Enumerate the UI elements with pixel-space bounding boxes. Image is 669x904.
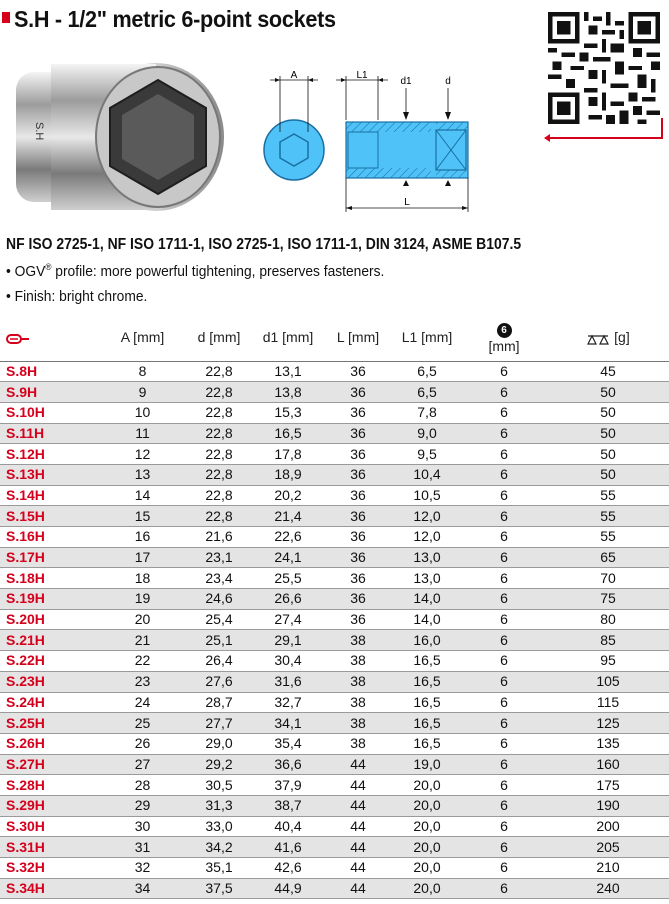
cell-d: 23,1 — [185, 547, 253, 568]
cell-d1: 41,6 — [253, 837, 323, 858]
cell-d: 22,8 — [185, 402, 253, 423]
col-drive — [461, 314, 547, 361]
cell-d: 34,2 — [185, 837, 253, 858]
cell-a: 23 — [100, 671, 185, 692]
cell-a: 18 — [100, 568, 185, 589]
cell-weight: 160 — [547, 754, 669, 775]
cell-l: 38 — [323, 692, 393, 713]
technical-drawing — [256, 66, 476, 216]
table-row — [0, 692, 669, 713]
cell-d: 21,6 — [185, 527, 253, 548]
cell-l1: 16,5 — [393, 651, 461, 672]
svg-text:S.H: S.H — [33, 122, 45, 141]
cell-l1: 10,4 — [393, 464, 461, 485]
cell-reference[interactable]: S.25H — [0, 713, 100, 734]
cell-d1: 44,9 — [253, 878, 323, 899]
cell-reference[interactable]: S.9H — [0, 382, 100, 403]
cell-a: 19 — [100, 589, 185, 610]
cell-reference[interactable]: S.14H — [0, 485, 100, 506]
cell-d1: 29,1 — [253, 630, 323, 651]
cell-a: 32 — [100, 858, 185, 879]
cell-l1: 16,5 — [393, 733, 461, 754]
page-title: S.H - 1/2" metric 6-point sockets — [14, 5, 336, 32]
cell-l1: 20,0 — [393, 775, 461, 796]
cell-drive: 6 — [461, 858, 547, 879]
table-row — [0, 609, 669, 630]
cell-reference[interactable]: S.16H — [0, 527, 100, 548]
cell-l: 36 — [323, 568, 393, 589]
table-row — [0, 589, 669, 610]
cell-d1: 13,8 — [253, 382, 323, 403]
table-row — [0, 527, 669, 548]
cell-a: 31 — [100, 837, 185, 858]
cell-l: 44 — [323, 795, 393, 816]
cell-l: 38 — [323, 713, 393, 734]
cell-l1: 13,0 — [393, 568, 461, 589]
table-row — [0, 775, 669, 796]
cell-a: 21 — [100, 630, 185, 651]
cell-weight: 175 — [547, 775, 669, 796]
cell-weight: 65 — [547, 547, 669, 568]
cell-drive: 6 — [461, 651, 547, 672]
cell-d: 35,1 — [185, 858, 253, 879]
table-row — [0, 671, 669, 692]
table-row — [0, 568, 669, 589]
cell-weight: 55 — [547, 485, 669, 506]
cell-l: 36 — [323, 382, 393, 403]
cell-weight: 80 — [547, 609, 669, 630]
cell-a: 28 — [100, 775, 185, 796]
cell-weight: 75 — [547, 589, 669, 610]
cell-a: 20 — [100, 609, 185, 630]
table-row — [0, 795, 669, 816]
cell-l1: 9,0 — [393, 423, 461, 444]
cell-d: 28,7 — [185, 692, 253, 713]
cell-a: 8 — [100, 361, 185, 382]
cell-l: 36 — [323, 589, 393, 610]
cell-l: 36 — [323, 506, 393, 527]
cell-reference[interactable]: S.31H — [0, 837, 100, 858]
cell-l: 36 — [323, 444, 393, 465]
socket-photo — [6, 52, 226, 222]
qr-pointer-arrow — [540, 118, 664, 148]
cell-d: 29,0 — [185, 733, 253, 754]
cell-a: 15 — [100, 506, 185, 527]
cell-d: 22,8 — [185, 423, 253, 444]
cell-l: 44 — [323, 775, 393, 796]
cell-l: 38 — [323, 651, 393, 672]
cell-d: 31,3 — [185, 795, 253, 816]
cell-a: 34 — [100, 878, 185, 899]
cell-l1: 10,5 — [393, 485, 461, 506]
cell-a: 13 — [100, 464, 185, 485]
cell-l: 38 — [323, 671, 393, 692]
cell-l: 36 — [323, 361, 393, 382]
cell-weight: 50 — [547, 402, 669, 423]
cell-d1: 16,5 — [253, 423, 323, 444]
cell-d: 25,1 — [185, 630, 253, 651]
cell-l1: 20,0 — [393, 858, 461, 879]
cell-weight: 205 — [547, 837, 669, 858]
dim-d-label: d — [445, 76, 451, 87]
cell-drive: 6 — [461, 795, 547, 816]
col-l1: L1 [mm] — [393, 314, 461, 361]
table-row — [0, 837, 669, 858]
cell-reference[interactable]: S.27H — [0, 754, 100, 775]
cell-drive: 6 — [461, 568, 547, 589]
cell-d: 23,4 — [185, 568, 253, 589]
cell-reference[interactable]: S.17H — [0, 547, 100, 568]
feature-ogv-text: • OGV — [6, 263, 46, 280]
col-weight — [547, 314, 669, 361]
feature-ogv — [6, 262, 384, 280]
table-row — [0, 423, 669, 444]
cell-reference[interactable]: S.20H — [0, 609, 100, 630]
cell-d: 22,8 — [185, 464, 253, 485]
table-row — [0, 651, 669, 672]
col-a: A [mm] — [100, 314, 185, 361]
cell-drive: 6 — [461, 837, 547, 858]
cell-d1: 21,4 — [253, 506, 323, 527]
cell-drive: 6 — [461, 402, 547, 423]
table-row — [0, 754, 669, 775]
cell-reference[interactable]: S.29H — [0, 795, 100, 816]
cell-l1: 20,0 — [393, 878, 461, 899]
cell-reference[interactable]: S.23H — [0, 671, 100, 692]
cell-drive: 6 — [461, 671, 547, 692]
col-weight-unit: [g] — [614, 329, 630, 346]
table-row — [0, 630, 669, 651]
cell-l: 36 — [323, 485, 393, 506]
cell-d1: 15,3 — [253, 402, 323, 423]
cell-drive: 6 — [461, 547, 547, 568]
cell-d: 22,8 — [185, 382, 253, 403]
cell-drive: 6 — [461, 754, 547, 775]
cell-d1: 26,6 — [253, 589, 323, 610]
cell-l1: 12,0 — [393, 527, 461, 548]
cell-reference[interactable]: S.32H — [0, 858, 100, 879]
cell-drive: 6 — [461, 589, 547, 610]
cell-l1: 19,0 — [393, 754, 461, 775]
cell-a: 17 — [100, 547, 185, 568]
cell-l: 44 — [323, 878, 393, 899]
cell-d1: 24,1 — [253, 547, 323, 568]
cell-l1: 20,0 — [393, 795, 461, 816]
cell-reference[interactable]: S.18H — [0, 568, 100, 589]
cell-drive: 6 — [461, 382, 547, 403]
cell-a: 16 — [100, 527, 185, 548]
cell-reference[interactable]: S.30H — [0, 816, 100, 837]
col-l: L [mm] — [323, 314, 393, 361]
cell-l1: 14,0 — [393, 589, 461, 610]
cell-drive: 6 — [461, 713, 547, 734]
table-row — [0, 485, 669, 506]
cell-d: 27,7 — [185, 713, 253, 734]
cell-d1: 32,7 — [253, 692, 323, 713]
feature-finish: • Finish: bright chrome. — [6, 288, 148, 305]
title-row — [2, 4, 356, 34]
cell-weight: 95 — [547, 651, 669, 672]
registered-mark: ® — [45, 262, 52, 272]
standards-list: NF ISO 2725-1, NF ISO 1711-1, ISO 2725-1, ISO 1711-1, DIN 3124, ASME B107.5 — [6, 236, 522, 253]
table-row — [0, 713, 669, 734]
col-d1: d1 [mm] — [253, 314, 323, 361]
cell-reference[interactable]: S.24H — [0, 692, 100, 713]
cell-drive: 6 — [461, 464, 547, 485]
cell-reference[interactable]: S.8H — [0, 361, 100, 382]
cell-weight: 135 — [547, 733, 669, 754]
cell-reference[interactable]: S.22H — [0, 651, 100, 672]
cell-drive: 6 — [461, 361, 547, 382]
dim-l1-label: L1 — [356, 70, 368, 81]
cell-l: 44 — [323, 858, 393, 879]
cell-d1: 34,1 — [253, 713, 323, 734]
cell-weight: 45 — [547, 361, 669, 382]
cell-l: 36 — [323, 464, 393, 485]
cell-d: 37,5 — [185, 878, 253, 899]
cell-l1: 7,8 — [393, 402, 461, 423]
cell-l1: 16,5 — [393, 692, 461, 713]
cell-d1: 31,6 — [253, 671, 323, 692]
cell-drive: 6 — [461, 630, 547, 651]
cell-weight: 190 — [547, 795, 669, 816]
cell-l: 44 — [323, 816, 393, 837]
cell-l1: 6,5 — [393, 382, 461, 403]
cell-d1: 36,6 — [253, 754, 323, 775]
cell-weight: 210 — [547, 858, 669, 879]
cell-d: 24,6 — [185, 589, 253, 610]
cell-a: 9 — [100, 382, 185, 403]
cell-d1: 40,4 — [253, 816, 323, 837]
cell-d1: 30,4 — [253, 651, 323, 672]
cell-weight: 240 — [547, 878, 669, 899]
cell-a: 24 — [100, 692, 185, 713]
cell-l1: 16,5 — [393, 713, 461, 734]
cell-l: 38 — [323, 733, 393, 754]
cell-d: 33,0 — [185, 816, 253, 837]
cell-d: 29,2 — [185, 754, 253, 775]
table-row — [0, 464, 669, 485]
cell-drive: 6 — [461, 878, 547, 899]
dim-d1-label: d1 — [400, 76, 412, 87]
cell-weight: 70 — [547, 568, 669, 589]
cell-reference[interactable]: S.13H — [0, 464, 100, 485]
cell-d1: 25,5 — [253, 568, 323, 589]
cell-weight: 200 — [547, 816, 669, 837]
cell-weight: 105 — [547, 671, 669, 692]
dim-l-label: L — [404, 197, 410, 208]
cell-l1: 9,5 — [393, 444, 461, 465]
table-row — [0, 878, 669, 899]
cell-a: 25 — [100, 713, 185, 734]
qr-code[interactable] — [548, 12, 660, 124]
cell-l1: 20,0 — [393, 816, 461, 837]
cell-d: 22,8 — [185, 361, 253, 382]
cell-d1: 17,8 — [253, 444, 323, 465]
cell-weight: 55 — [547, 527, 669, 548]
cell-l1: 16,5 — [393, 671, 461, 692]
table-row — [0, 858, 669, 879]
table-row — [0, 816, 669, 837]
cell-reference[interactable]: S.12H — [0, 444, 100, 465]
cell-reference[interactable]: S.11H — [0, 423, 100, 444]
cell-l: 36 — [323, 423, 393, 444]
cell-weight: 50 — [547, 423, 669, 444]
cell-d: 22,8 — [185, 485, 253, 506]
cell-a: 10 — [100, 402, 185, 423]
cell-l: 36 — [323, 547, 393, 568]
cell-a: 14 — [100, 485, 185, 506]
cell-a: 22 — [100, 651, 185, 672]
cell-drive: 6 — [461, 775, 547, 796]
cell-d1: 38,7 — [253, 795, 323, 816]
cell-l1: 16,0 — [393, 630, 461, 651]
cell-a: 27 — [100, 754, 185, 775]
table-row — [0, 402, 669, 423]
cell-reference[interactable]: S.26H — [0, 733, 100, 754]
cell-drive: 6 — [461, 692, 547, 713]
cell-drive: 6 — [461, 485, 547, 506]
cell-d1: 42,6 — [253, 858, 323, 879]
cell-d: 27,6 — [185, 671, 253, 692]
cell-weight: 50 — [547, 382, 669, 403]
cell-weight: 85 — [547, 630, 669, 651]
cell-drive: 6 — [461, 609, 547, 630]
table-row — [0, 547, 669, 568]
table-row — [0, 444, 669, 465]
cell-d1: 27,4 — [253, 609, 323, 630]
table-row — [0, 506, 669, 527]
cell-weight: 50 — [547, 444, 669, 465]
cell-weight: 115 — [547, 692, 669, 713]
cell-drive: 6 — [461, 506, 547, 527]
cell-d1: 13,1 — [253, 361, 323, 382]
cell-a: 30 — [100, 816, 185, 837]
dim-a-label: A — [290, 70, 298, 81]
cell-d1: 18,9 — [253, 464, 323, 485]
cell-d1: 35,4 — [253, 733, 323, 754]
cell-a: 12 — [100, 444, 185, 465]
cell-drive: 6 — [461, 444, 547, 465]
cell-reference[interactable]: S.28H — [0, 775, 100, 796]
cell-l: 36 — [323, 402, 393, 423]
cell-l: 38 — [323, 630, 393, 651]
cell-l: 44 — [323, 837, 393, 858]
table-row — [0, 361, 669, 382]
cell-reference[interactable]: S.34H — [0, 878, 100, 899]
scale-icon — [586, 333, 610, 345]
feature-ogv-desc: profile: more powerful tightening, preserves fasteners. — [51, 263, 385, 280]
cell-l1: 14,0 — [393, 609, 461, 630]
cell-d: 30,5 — [185, 775, 253, 796]
cell-drive: 6 — [461, 733, 547, 754]
socket-reference-icon — [6, 333, 30, 345]
table-row — [0, 733, 669, 754]
cell-l: 36 — [323, 527, 393, 548]
cell-reference[interactable]: S.21H — [0, 630, 100, 651]
cell-weight: 55 — [547, 506, 669, 527]
hex-6-icon: 6 — [497, 323, 512, 338]
cell-a: 26 — [100, 733, 185, 754]
cell-l1: 6,5 — [393, 361, 461, 382]
table-header-row — [0, 314, 669, 361]
cell-l: 44 — [323, 754, 393, 775]
cell-drive: 6 — [461, 816, 547, 837]
cell-d: 26,4 — [185, 651, 253, 672]
cell-d1: 20,2 — [253, 485, 323, 506]
cell-d: 25,4 — [185, 609, 253, 630]
cell-drive: 6 — [461, 527, 547, 548]
cell-d: 22,8 — [185, 506, 253, 527]
spec-table — [0, 314, 669, 899]
cell-a: 29 — [100, 795, 185, 816]
cell-drive: 6 — [461, 423, 547, 444]
col-reference — [0, 314, 100, 361]
cell-d1: 37,9 — [253, 775, 323, 796]
col-d: d [mm] — [185, 314, 253, 361]
cell-reference[interactable]: S.10H — [0, 402, 100, 423]
title-marker — [2, 12, 10, 23]
cell-weight: 50 — [547, 464, 669, 485]
col-drive-unit: [mm] — [488, 337, 520, 354]
cell-l1: 13,0 — [393, 547, 461, 568]
cell-weight: 125 — [547, 713, 669, 734]
cell-l: 36 — [323, 609, 393, 630]
table-row — [0, 382, 669, 403]
cell-l1: 12,0 — [393, 506, 461, 527]
cell-reference[interactable]: S.19H — [0, 589, 100, 610]
cell-d: 22,8 — [185, 444, 253, 465]
cell-reference[interactable]: S.15H — [0, 506, 100, 527]
cell-a: 11 — [100, 423, 185, 444]
cell-d1: 22,6 — [253, 527, 323, 548]
cell-l1: 20,0 — [393, 837, 461, 858]
